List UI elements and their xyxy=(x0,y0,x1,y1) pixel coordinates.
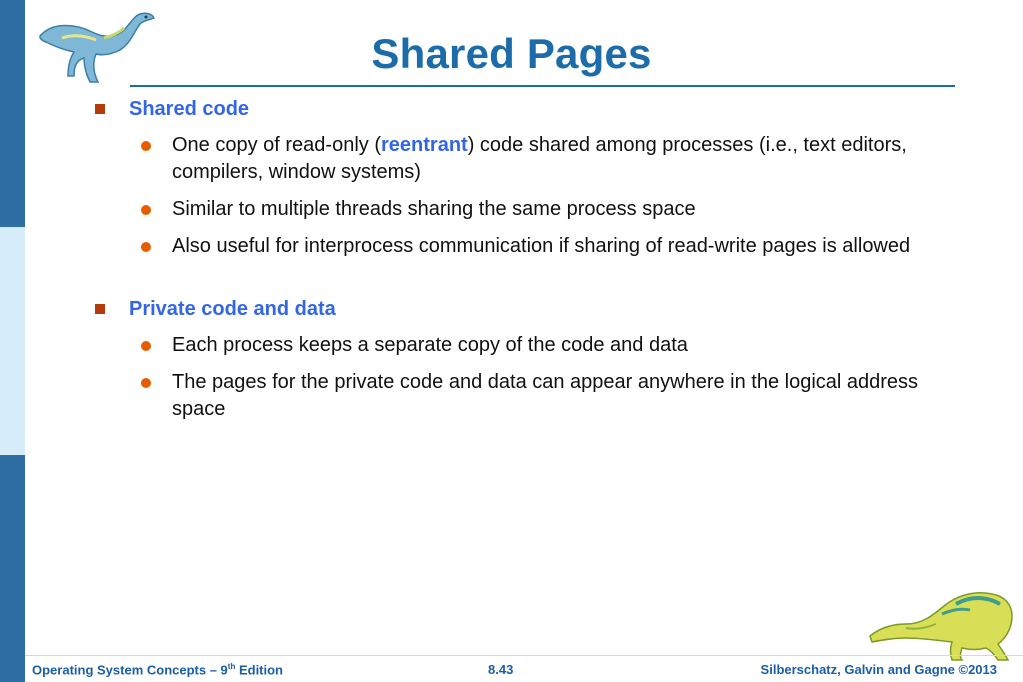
footer-edition-text: Edition xyxy=(235,662,284,678)
section-heading-private-code xyxy=(92,296,952,322)
footer-divider xyxy=(25,655,1023,656)
round-bullet-icon xyxy=(141,242,151,252)
slide-content xyxy=(92,96,952,423)
footer-book-title xyxy=(32,662,283,677)
square-bullet-icon xyxy=(95,104,105,114)
list-item-text: ) code shared among processes (i.e., text editors, compilers, window systems) xyxy=(172,134,907,183)
list-item xyxy=(92,369,952,423)
list-item-text: The pages for the private code and data can appear anywhere in the logical address space xyxy=(172,371,919,420)
slide-title: Shared Pages xyxy=(371,30,652,77)
footer-book-title-text: Operating System Concepts – 9 xyxy=(32,662,228,678)
list-item xyxy=(92,132,952,186)
square-bullet-icon xyxy=(95,304,105,314)
title-divider xyxy=(130,85,955,87)
footer-copyright: Silberschatz, Galvin and Gagne ©2013 xyxy=(760,662,997,677)
keyword-reentrant: reentrant xyxy=(381,134,468,156)
list-item xyxy=(92,332,952,359)
round-bullet-icon xyxy=(141,341,151,351)
dinosaur-icon xyxy=(866,584,1016,662)
list-item-text: One copy of read-only ( xyxy=(172,134,381,156)
side-bar-bottom xyxy=(0,455,25,682)
round-bullet-icon xyxy=(141,141,151,151)
side-bar-middle xyxy=(0,227,25,455)
section-heading-text: Private code and data xyxy=(129,298,336,320)
section-heading-shared-code xyxy=(92,96,952,122)
list-item xyxy=(92,196,952,223)
round-bullet-icon xyxy=(141,378,151,388)
list-item-text: Each process keeps a separate copy of the code and data xyxy=(172,334,688,356)
list-item-text: Also useful for interprocess communication if sharing of read-write pages is allowed xyxy=(172,235,911,257)
list-item-text: Similar to multiple threads sharing the same process space xyxy=(172,198,696,220)
slide-number: 8.43 xyxy=(488,662,514,677)
section-heading-text: Shared code xyxy=(129,98,250,120)
round-bullet-icon xyxy=(141,205,151,215)
section-spacer xyxy=(92,260,952,296)
list-item xyxy=(92,233,952,260)
footer-edition-superscript: th xyxy=(227,662,236,671)
